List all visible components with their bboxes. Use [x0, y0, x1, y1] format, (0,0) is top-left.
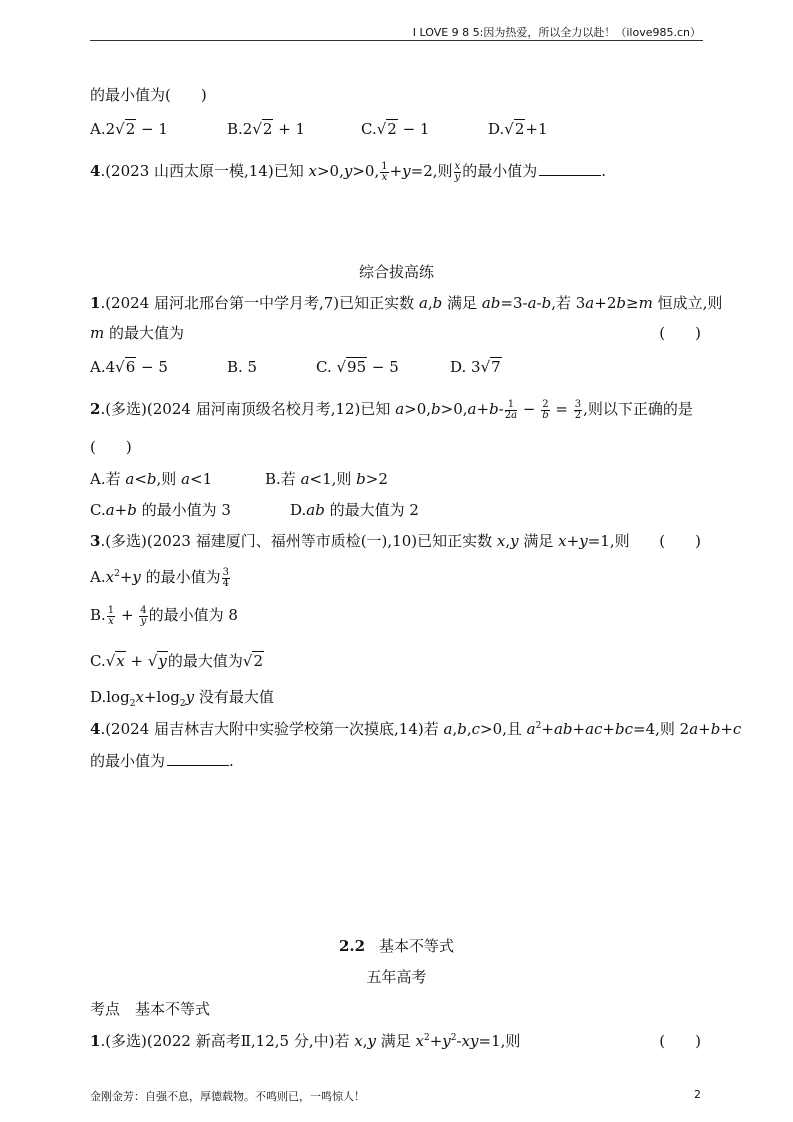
- question-suffix: .: [601, 162, 606, 180]
- option-d-value: √2+1: [504, 120, 548, 138]
- s1q2-option-c: C.a+b 的最小值为 3: [90, 501, 231, 519]
- option-d: [488, 120, 548, 138]
- s1q3-option-d: $D.\log_2x+\log_2y$ 没有最大值: [90, 688, 274, 709]
- answer-paren[interactable]: ( ): [659, 532, 701, 550]
- section-number: 2.2: [338, 937, 366, 955]
- s1q2-option-d: D.ab 的最大值为 2: [290, 501, 419, 519]
- footer-motto: 金刚金芳：自强不息，厚德载物。不鸣则已，一鸣惊人！: [90, 1090, 365, 1103]
- s1-question-1-line1: [90, 292, 722, 313]
- question-text: .(2024 届吉林吉大附中实验学校第一次摸底,14)若 a,b,c>0,且 $a^2+ab+ac+bc=4$,则 2a+b+c: [100, 720, 742, 738]
- question-number: 1: [90, 294, 101, 312]
- answer-paren[interactable]: ( ): [659, 1032, 701, 1050]
- answer-paren[interactable]: ( ): [659, 324, 701, 342]
- option-c-value: √2 − 1: [376, 120, 430, 138]
- option-b-label: B.: [227, 120, 243, 138]
- section-heading: [0, 935, 793, 956]
- s1-question-3-line1: [90, 530, 630, 551]
- s1q1-option-d: D. 3√7: [450, 358, 501, 376]
- s1q3-option-a: $A.x^2+y$ 的最小值为 $\frac{3}{4}$: [90, 566, 230, 589]
- option-d-label: D.: [488, 120, 505, 138]
- s1q1-option-a: A.4√6 − 5: [90, 358, 168, 376]
- answer-blank[interactable]: [539, 163, 601, 176]
- answer-paren[interactable]: ( ): [90, 438, 132, 456]
- question-text: .(多选)(2023 福建厦门、福州等市质检(一),10)已知正实数 x,y 满足 x+y=1,则: [100, 532, 630, 550]
- question-text: .(多选)(2024 届河南顶级名校月考,12)已知 a>0,b>0,a+b- $\frac{1}{2a}$ − $\frac{2}{b}$ = $\frac{3}{2}$ ,则以下正确的是: [100, 398, 693, 421]
- s1-question-2-line1: [90, 398, 693, 421]
- question-number: 4: [90, 720, 101, 738]
- question-number: 3: [90, 532, 101, 550]
- top-question-4: [90, 160, 606, 183]
- header-text: I LOVE 9 8 5:因为热爱，所以全力以赴！（ilove985.cn）: [412, 26, 701, 39]
- continuation-text: [90, 84, 207, 105]
- option-a-value: 2√2 − 1: [105, 120, 168, 138]
- option-b: [227, 120, 305, 138]
- option-c-label: C.: [361, 120, 377, 138]
- header-rule: [90, 40, 703, 41]
- question-suffix: .: [229, 752, 234, 770]
- answer-blank[interactable]: [167, 753, 229, 766]
- s1-question-4-line1: [90, 718, 741, 739]
- section-title: 综合拔高练: [358, 263, 434, 281]
- option-c: [361, 120, 429, 138]
- s1q2-option-a: A.若 a<b,则 a<1: [90, 470, 213, 488]
- question-text: .(多选)(2022 新高考Ⅱ,12,5 分,中)若 x,y 满足 $x^2+y^2-xy=1$,则: [100, 1032, 521, 1050]
- s1q2-option-b: B.若 a<1,则 b>2: [265, 470, 388, 488]
- option-a-label: A.: [90, 120, 106, 138]
- page-number: 2: [694, 1088, 701, 1101]
- kaodian-label: 考点 基本不等式: [90, 1000, 211, 1018]
- s1q1-option-b: B. 5: [227, 358, 258, 376]
- s1q1-option-c: C. √95 − 5: [316, 358, 399, 376]
- option-b-value: 2√2 + 1: [242, 120, 306, 138]
- continuation-label: 的最小值为( ): [90, 86, 207, 104]
- question-text: .(2024 届河北邢台第一中学月考,7)已知正实数 a,b 满足 ab=3-a-b,若 3a+2b≥m 恒成立,则: [100, 294, 723, 312]
- s1-question-1-line2: m 的最大值为: [90, 324, 185, 342]
- question-text: 的最小值为: [90, 752, 166, 770]
- s1q3-option-b: B. $\frac{1}{x}$ + $\frac{4}{y}$ 的最小值为 8: [90, 604, 238, 627]
- section-title: 基本不等式: [379, 937, 455, 955]
- s1-question-4-line2: [90, 750, 234, 771]
- question-number: 2: [90, 400, 101, 418]
- question-number: 1: [90, 1032, 101, 1050]
- s2-question-1-line1: [90, 1030, 520, 1051]
- option-a: [90, 120, 168, 138]
- section-subtitle: 五年高考: [366, 968, 427, 986]
- question-text: .(2023 山西太原一模,14)已知 x>0,y>0, $\frac{1}{x}$ +y=2,则 $\frac{x}{y}$ 的最小值为: [100, 160, 538, 183]
- question-number: 4: [90, 162, 101, 180]
- s1q3-option-c: C.√x + √y的最大值为√2: [90, 652, 264, 670]
